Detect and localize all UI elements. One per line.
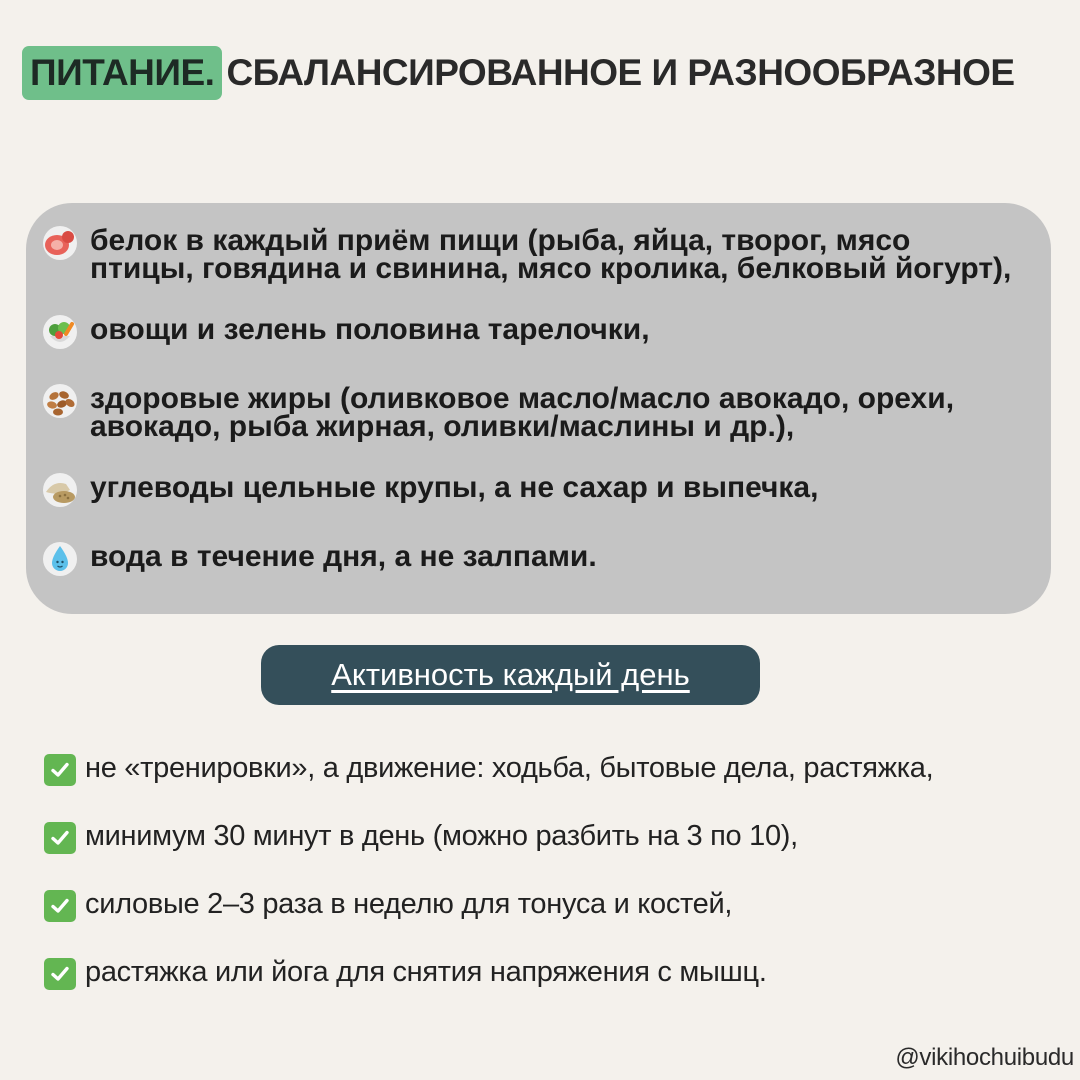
nutrition-card: [26, 203, 1051, 614]
list-item: [44, 956, 1044, 990]
list-item: [40, 313, 1021, 352]
activity-text: растяжка или йога для снятия напряжения с мышц.: [85, 956, 767, 988]
page-title: [22, 46, 1015, 100]
nuts-icon: [40, 381, 84, 421]
activity-text: силовые 2–3 раза в неделю для тонуса и костей,: [85, 888, 733, 920]
activity-button[interactable]: Активность каждый день: [261, 645, 760, 705]
check-icon: [44, 754, 76, 786]
nutrition-text: вода в течение дня, а не залпами.: [90, 540, 597, 573]
list-item: [40, 471, 1021, 510]
check-icon: [44, 890, 76, 922]
activity-list: [44, 752, 1044, 1024]
nutrition-text: здоровые жиры (оливковое масло/масло авокадо, орехи, авокадо, рыба жирная, оливки/маслины и др.),: [90, 382, 955, 443]
list-item: [40, 382, 1021, 443]
title-rest: СБАЛАНСИРОВАННОЕ И РАЗНООБРАЗНОЕ: [226, 52, 1015, 93]
list-item: [44, 752, 1044, 786]
title-highlight: ПИТАНИЕ.: [22, 46, 222, 100]
vegetables-icon: [40, 312, 84, 352]
check-icon: [44, 958, 76, 990]
grain-icon: [40, 470, 84, 510]
list-item: [44, 820, 1044, 854]
activity-text: не «тренировки», а движение: ходьба, бытовые дела, растяжка,: [85, 752, 934, 784]
list-item: [40, 224, 1021, 285]
nutrition-text: углеводы цельные крупы, а не сахар и выпечка,: [90, 471, 819, 504]
nutrition-text: белок в каждый приём пищи (рыба, яйца, творог, мясо птицы, говядина и свинина, мясо кролика, белковый йогурт),: [90, 224, 1012, 285]
nutrition-text: овощи и зелень половина тарелочки,: [90, 313, 650, 346]
list-item: [44, 888, 1044, 922]
water-drop-icon: [40, 539, 84, 579]
check-icon: [44, 822, 76, 854]
author-handle: @vikihochuibudu: [895, 1044, 1074, 1071]
meat-icon: [40, 223, 84, 263]
list-item: [40, 540, 1021, 579]
activity-text: минимум 30 минут в день (можно разбить на 3 по 10),: [85, 820, 798, 852]
